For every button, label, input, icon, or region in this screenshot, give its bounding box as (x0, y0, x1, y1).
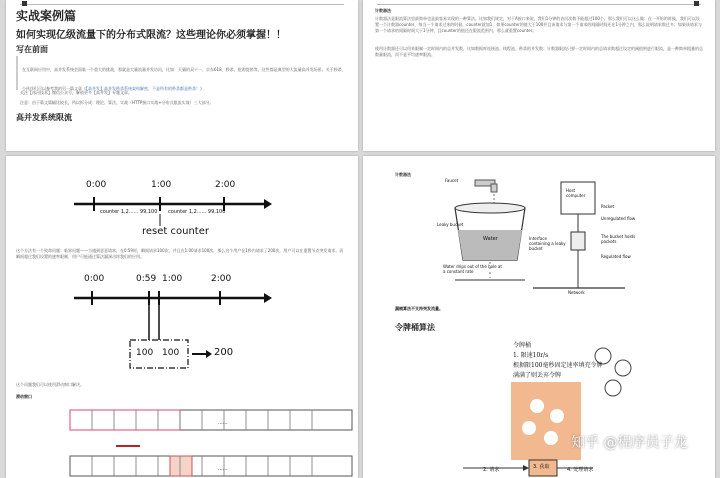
token (530, 399, 544, 413)
page-title: 实战案例篇 (16, 9, 77, 23)
page-header-rule (20, 4, 344, 5)
counter-paragraph-2: 使用计数器还可以用来限制一定时间内的总并发数，比如数据库连接池、线程池、秒杀的并发数；计数器限流只要一定时间内的总请求数超过设定的阀值则进行限流，是一种简单粗暴的总数量限流，而不是平均速率限流。 (375, 46, 703, 57)
faucet-label: Faucet (445, 178, 459, 183)
document-page-2 (363, 0, 715, 151)
timeline-2-tick-label: 0:00 (84, 274, 105, 284)
token-flow-process: 4. 处理请求 (567, 467, 594, 473)
preface-quote (16, 56, 346, 90)
section-heading-preface: 写在前面 (16, 45, 48, 54)
packet-label: Packet (601, 204, 615, 209)
article-title: 如何实现亿级流量下的分布式限流？这些理论你必须掌握！！ (16, 30, 286, 41)
timeline-1-tick-label: 0:00 (86, 180, 107, 190)
window-row-1-ellipsis: ...... (218, 420, 228, 426)
host-label: Host computer (566, 188, 586, 198)
document-page-1 (6, 0, 358, 151)
sliding-window-caption: 这个问题我们可以使用滑动窗口解决。 (16, 382, 84, 387)
water-label: Water (483, 236, 498, 242)
packet-bucket (571, 232, 585, 250)
token-bucket-heading: 令牌桶算法 (395, 323, 435, 332)
burst-total: 200 (214, 347, 234, 358)
token (522, 421, 536, 435)
unregulated-label: Unregulated flow (601, 216, 636, 221)
token-text-rate: 1. 限速10r/s (513, 352, 549, 359)
timeline-1-tick-label: 1:00 (151, 180, 172, 190)
timeline-2-tick-label: 1:00 (162, 274, 183, 284)
bucket-diagrams (363, 156, 715, 478)
token-flow-acquire: 3. 获取 (533, 464, 550, 470)
leaky-bucket-label: Leaky bucket (437, 222, 464, 227)
note-follow: 关注【冰河技术】微信公众号，解锁更多【高并发】专题文章。 (20, 90, 132, 95)
document-page-4 (363, 156, 715, 478)
interface-label: Interface containing a leaky bucket (529, 236, 566, 251)
drips-label: Water drips out of the hole at a constant rate (443, 264, 502, 274)
preface-link[interactable]: 【高并发】高并发秒杀系统架构解密，不是所有的秒杀都是秒杀！ (86, 86, 200, 91)
critical-problem-caption: 这个方法有一个致命问题：临界问题——当遇到恶意请求，在0:59时，瞬间请求100次，并且在1:00请求100次，那么这个用户在1秒内请求了200次，用户可以在重置节点突发请求，而瞬间超过我们设置的速率限制，用户可能通过算法漏洞击垮我们的应用。 (16, 248, 344, 259)
faucet-spout (491, 184, 497, 192)
burst-arrowhead (206, 350, 212, 358)
page-header-marker (22, 1, 27, 6)
window-row-2-ellipsis: ...... (218, 466, 228, 472)
note-split: 注意：由于篇文篇幅比较长，所以拆分成：理论、算法、实战（HTTP接口实战+分布式限流实战）三大部分。 (20, 100, 214, 105)
bucket-holds-label: The bucket holds packets (601, 234, 636, 244)
preface-text: 在互联网应用中，高并发系统会面临一个重大的挑战，那就是大量流量并发访问，比如：天猫的双十一、京东618、秒杀、抢购促销等，这些都是典型的大流量高并发场景。关于秒杀，小伙伴们可以参考我的另一篇文章《 (22, 67, 346, 91)
token-text-title: 令牌桶 (513, 342, 532, 349)
window-1-highlight (70, 410, 180, 430)
page-header-rule (377, 4, 701, 5)
document-page-3 (6, 156, 358, 478)
window-2-highlight (170, 456, 192, 476)
page-header-label: 计数器法 (395, 172, 411, 177)
counter-paragraph-1: 计数器法是限流算法里最简单也是最容易实现的一种算法。比如我们规定，对于A接口来说，我们1分钟的访问次数不能超过100个。那么我们可以这么做：在一开始的时候，我们可以设置一个计数器counter，每当一个请求过来的时候，counter就加1，如果counter的值大于100并且该请求与第一个请求的间隔时间还在1分钟之内，那么说明请求数过多；如果该请求与第一个请求的间隔时间大于1分钟，且counter的值还在限流范围内，那么就重置counter。 (375, 16, 702, 33)
timeline-1-tick-label: 2:00 (215, 180, 236, 190)
token-drop (605, 380, 621, 396)
token-text-fill: 根据限100毫秒固定速率填充令牌 (513, 362, 603, 369)
token-drop (615, 360, 631, 376)
timeline-2-tick-label: 2:00 (211, 274, 232, 284)
page-header-marker (694, 1, 699, 6)
window-row-1 (70, 410, 352, 430)
preface-link-end: 》 (200, 86, 204, 91)
bucket-water (458, 230, 522, 260)
burst-count-left: 100 (136, 348, 154, 358)
bucket-rim (455, 203, 525, 213)
window-row-2 (70, 456, 352, 476)
token (544, 431, 558, 445)
counter-diagrams (6, 156, 358, 478)
section-heading-limiting: 高并发系统限流 (16, 113, 72, 122)
token (550, 409, 564, 423)
timeline-2-tick-label: 0:59 (136, 274, 157, 284)
page-header-label: 计数器法 (375, 8, 391, 13)
counter-label-a: counter 1,2...... 99,100 (100, 209, 158, 215)
regulated-label: Regulated flow (601, 254, 631, 259)
token-flow-request: 2. 请求 (483, 467, 500, 473)
burst-count-right: 100 (162, 348, 180, 358)
counter-label-b: counter 1,2...... 99,100 (168, 209, 226, 215)
sliding-window-heading: 滑动窗口 (16, 394, 32, 399)
request-arrowhead (523, 465, 529, 471)
timeline-1-arrow (264, 199, 272, 209)
window-cells (92, 410, 312, 476)
leaky-bucket-caption: 漏桶算法不支持突发流量。 (395, 306, 443, 311)
reset-counter-label: reset counter (142, 226, 209, 237)
token-text-discard: 满满了则丢弃令牌 (513, 372, 562, 379)
watermark: 知乎 @程序员子龙 (571, 435, 688, 451)
host-computer (561, 182, 595, 214)
timeline-2-arrow (264, 293, 272, 303)
network-label: Network (568, 290, 585, 295)
